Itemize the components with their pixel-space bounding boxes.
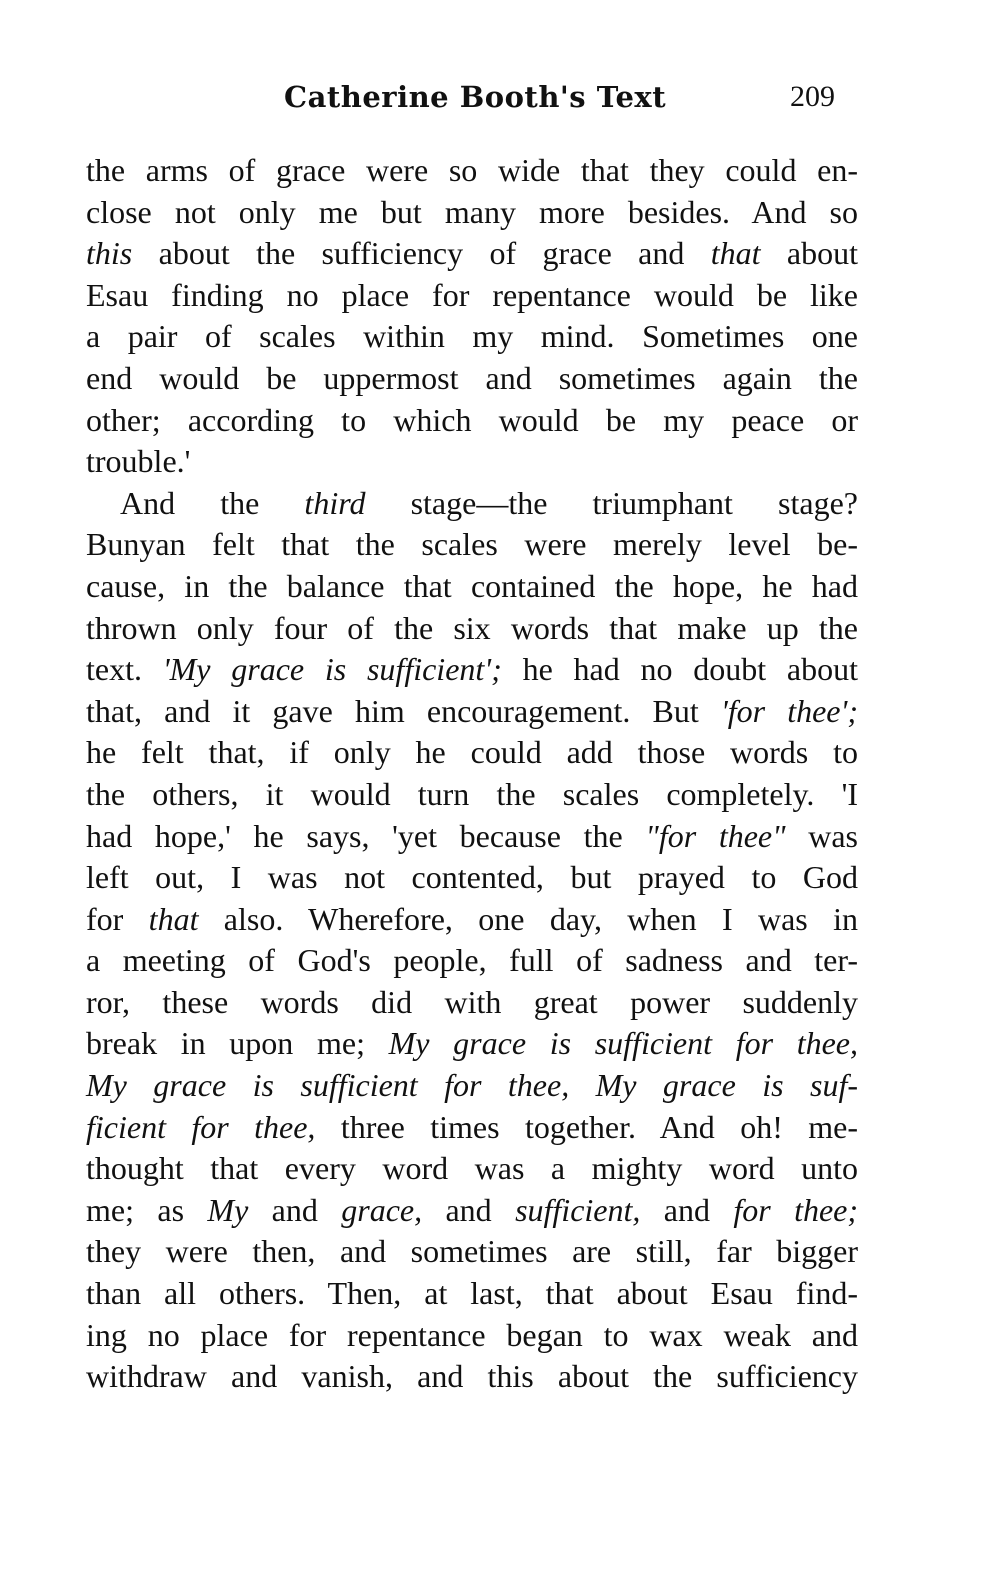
text-line [86,150,858,192]
text-segment: and [422,1191,516,1228]
italic-text: that [710,235,761,272]
text-segment: me; as [86,1191,208,1228]
text-segment: other; according to which would be my peace or [86,401,858,438]
italic-text: 'My grace is sufficient'; [162,651,502,688]
text-line [86,774,858,816]
text-line [86,233,858,275]
text-line [86,1315,858,1357]
running-head [0,80,1000,124]
text-line [86,192,858,234]
italic-text: this [86,235,133,272]
text-segment: thought that every word was a mighty word unto [86,1150,858,1187]
text-segment: thrown only four of the six words that make up the [86,609,858,646]
text-line [86,1356,858,1398]
text-segment: for [86,900,149,937]
text-line [86,732,858,774]
text-segment: had hope,' he says, 'yet because the [86,817,646,854]
italic-text: that [148,900,199,937]
text-segment: ror, these words did with great power suddenly [86,983,858,1020]
text-line [86,816,858,858]
text-segment: end would be uppermost and sometimes again the [86,359,858,396]
text-line [86,441,858,483]
text-segment: he had no doubt about [501,651,859,688]
italic-text: for thee; [733,1191,859,1228]
text-segment: ing no place for repentance began to wax weak and [86,1316,858,1353]
text-line [86,358,858,400]
text-segment: the arms of grace were so wide that they could en- [86,152,858,188]
running-title: Catherine Booth's Text [284,80,667,114]
text-line [86,899,858,941]
text-line [86,1190,858,1232]
italic-text: My [207,1191,249,1228]
italic-text: My grace is sufficient for thee, [388,1025,858,1062]
text-segment: cause, in the balance that contained the hope, he had [86,567,858,604]
text-segment: a meeting of God's people, full of sadness and ter- [86,942,858,979]
italic-text: grace, [341,1191,423,1228]
text-line [86,857,858,899]
body-text [86,150,858,1398]
text-segment: they were then, and sometimes are still, far bigger [86,1233,858,1270]
text-segment: stage—the triumphant stage? [365,484,859,521]
text-segment: that, and it gave him encouragement. But [86,692,721,729]
text-line [86,649,858,691]
text-segment: And the [120,484,305,521]
italic-text: ficient for thee, [86,1108,316,1145]
text-segment: break in upon me; [86,1025,389,1062]
text-segment: Bunyan felt that the scales were merely level be- [86,526,858,563]
text-segment: and [248,1191,342,1228]
italic-text: My grace is sufficient for thee, My grace is suf- [86,1067,858,1104]
text-segment: withdraw and vanish, and this about the sufficiency [86,1358,858,1395]
page-number: 209 [790,80,835,113]
text-line [86,982,858,1024]
text-segment: about the sufficiency of grace and [132,235,711,272]
italic-text: 'for thee'; [720,692,859,729]
text-line [86,1107,858,1149]
text-line [86,316,858,358]
text-segment: text. [86,651,163,688]
text-line [86,524,858,566]
text-line [86,1273,858,1315]
text-line [86,940,858,982]
text-segment: about [760,235,858,272]
italic-text: third [304,484,366,521]
text-line [86,1065,858,1107]
text-line [86,691,858,733]
text-line [86,608,858,650]
text-segment: Esau finding no place for repentance would be like [86,276,858,313]
text-segment: the others, it would turn the scales completely. 'I [86,775,858,812]
text-segment: close not only me but many more besides. And so [86,193,858,230]
text-segment: was [785,817,859,854]
italic-text: "for thee" [645,817,786,854]
text-segment: a pair of scales within my mind. Sometimes one [86,318,858,355]
text-line [86,1231,858,1273]
text-segment: three times together. And oh! me- [315,1108,859,1145]
text-line [86,275,858,317]
italic-text: sufficient, [515,1191,641,1228]
text-segment: he felt that, if only he could add those words to [86,734,858,771]
text-line [86,1148,858,1190]
text-line [86,483,858,525]
text-segment: trouble.' [86,443,191,480]
text-line [86,400,858,442]
text-segment: than all others. Then, at last, that about Esau find- [86,1275,858,1312]
text-segment: left out, I was not contented, but prayed to God [86,859,858,896]
text-segment: and [640,1191,734,1228]
text-line [86,566,858,608]
text-segment: also. Wherefore, one day, when I was in [198,900,859,937]
text-line [86,1023,858,1065]
